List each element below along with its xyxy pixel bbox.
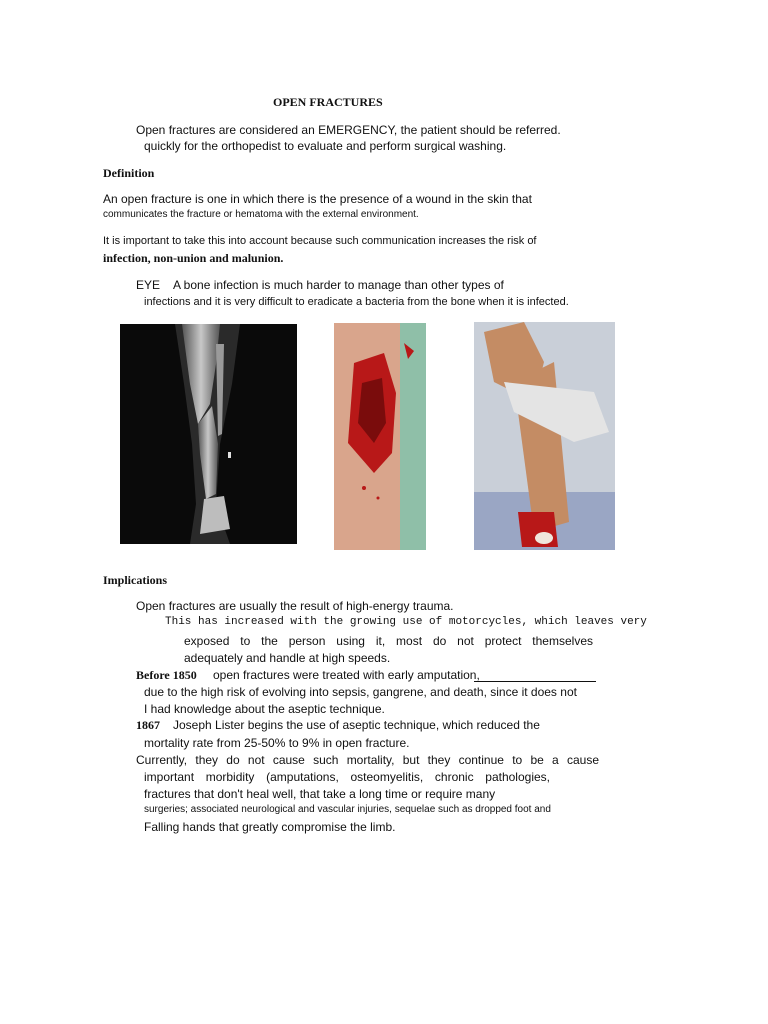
open-wound-illustration bbox=[334, 323, 426, 550]
definition-line-3: It is important to take this into account because such communication increases the risk of bbox=[103, 235, 537, 247]
implications-b3-line1: Joseph Lister begins the use of aseptic technique, which reduced the bbox=[173, 718, 540, 732]
implications-b4-line2: important morbidity (amputations, osteomyelitis, chronic pathologies, bbox=[144, 770, 550, 784]
definition-line-4: infection, non-union and malunion. bbox=[103, 251, 284, 265]
implications-b1: Open fractures are usually the result of high-energy trauma. bbox=[136, 599, 454, 613]
implications-b2-line3: I had knowledge about the aseptic technique. bbox=[144, 702, 385, 716]
forearm-fracture-image bbox=[474, 322, 615, 550]
intro-line-1: Open fractures are considered an EMERGENCY, the patient should be referred. bbox=[136, 123, 561, 137]
implications-b4-line5: Falling hands that greatly compromise the limb. bbox=[144, 820, 396, 834]
definition-line-2: communicates the fracture or hematoma with the external environment. bbox=[103, 209, 419, 220]
implications-b3-line2: mortality rate from 25-50% to 9% in open fracture. bbox=[144, 736, 410, 750]
implications-b4-line4: surgeries; associated neurological and vascular injuries, sequelae such as dropped foot and bbox=[144, 804, 551, 815]
intro-line-2: quickly for the orthopedist to evaluate and perform surgical washing. bbox=[144, 139, 507, 153]
underline-rule bbox=[474, 681, 596, 682]
definition-heading: Definition bbox=[103, 166, 155, 180]
definition-line-1: An open fracture is one in which there is the presence of a wound in the skin that bbox=[103, 192, 532, 206]
open-wound-image bbox=[334, 323, 426, 550]
leg-xray-illustration bbox=[120, 324, 297, 544]
implications-heading: Implications bbox=[103, 573, 168, 587]
eye-line-2: infections and it is very difficult to eradicate a bacteria from the bone when it is infected. bbox=[144, 296, 569, 308]
implications-b1-sub2: exposed to the person using it, most do not protect themselves bbox=[184, 634, 593, 648]
implications-b2-line2: due to the high risk of evolving into sepsis, gangrene, and death, since it does not bbox=[144, 685, 577, 699]
leg-xray-image bbox=[120, 324, 297, 544]
implications-b1-sub1: This has increased with the growing use of motorcycles, which leaves very bbox=[165, 616, 647, 628]
implications-b2-bold: Before 1850 bbox=[136, 668, 197, 682]
eye-label: EYE bbox=[136, 278, 161, 292]
implications-b4-line1: Currently, they do not cause such mortality, but they continue to be a cause bbox=[136, 753, 599, 767]
implications-b4-line3: fractures that don't heal well, that take a long time or require many bbox=[144, 787, 496, 801]
forearm-fracture-illustration bbox=[474, 322, 615, 550]
implications-b2-line1: open fractures were treated with early amputation, bbox=[213, 668, 480, 682]
eye-line-1: A bone infection is much harder to manage than other types of bbox=[173, 278, 504, 292]
implications-b3-bold: 1867 bbox=[136, 718, 160, 732]
implications-b1-sub3: adequately and handle at high speeds. bbox=[184, 651, 391, 665]
page-title: OPEN FRACTURES bbox=[273, 95, 383, 109]
